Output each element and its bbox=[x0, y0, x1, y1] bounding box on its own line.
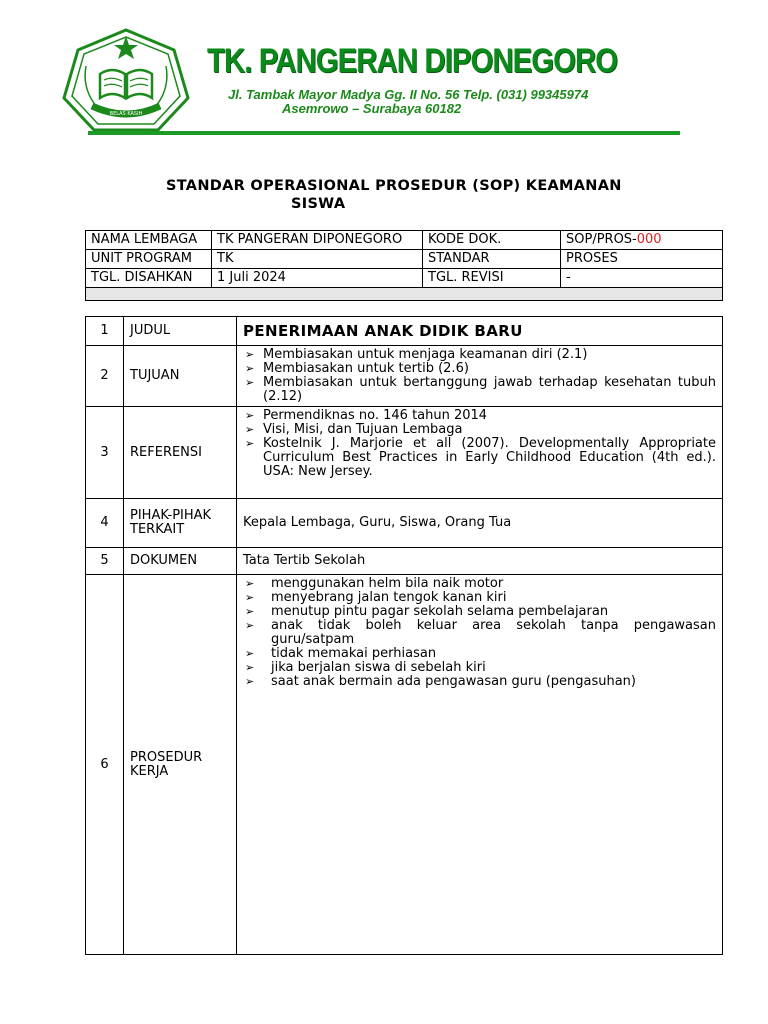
row-number: 4 bbox=[86, 499, 124, 548]
table-row bbox=[86, 499, 723, 548]
document-title-line-1: STANDAR OPERASIONAL PROSEDUR (SOP) KEAMANAN bbox=[166, 178, 622, 194]
tgl-disahkan-label: TGL. DISAHKAN bbox=[86, 269, 212, 288]
list-item: ➢ Membiasakan untuk menjaga keamanan diri (2.1) bbox=[243, 348, 716, 362]
row-number: 6 bbox=[86, 575, 124, 955]
table-row bbox=[86, 407, 723, 499]
judul-value: PENERIMAAN ANAK DIDIK BARU bbox=[237, 317, 723, 346]
tujuan-list-cell bbox=[237, 346, 723, 407]
kode-dok-prefix: SOP/PROS- bbox=[566, 232, 637, 247]
tgl-revisi-label: TGL. REVISI bbox=[423, 269, 561, 288]
address-line-2: Asemrowo – Surabaya 60182 bbox=[282, 101, 462, 116]
tujuan-list bbox=[243, 348, 716, 404]
list-item: ➢ Permendiknas no. 146 tahun 2014 bbox=[243, 409, 716, 423]
table-spacer-row bbox=[86, 288, 723, 301]
school-name: TK. PANGERAN DIPONEGORO bbox=[207, 42, 618, 80]
list-item: ➢ Visi, Misi, dan Tujuan Lembaga bbox=[243, 423, 716, 437]
list-item: ➢ menutup pintu pagar sekolah selama pembelajaran bbox=[243, 605, 716, 619]
header-divider bbox=[88, 131, 680, 135]
prosedur-list bbox=[243, 577, 716, 689]
pihak-label: PIHAK-PIHAK TERKAIT bbox=[124, 499, 237, 548]
row-number: 1 bbox=[86, 317, 124, 346]
table-row bbox=[86, 250, 723, 269]
table-row bbox=[86, 231, 723, 250]
kode-dok-value bbox=[561, 231, 723, 250]
table-row bbox=[86, 269, 723, 288]
pihak-value: Kepala Lembaga, Guru, Siswa, Orang Tua bbox=[237, 499, 723, 548]
kode-dok-number: 000 bbox=[636, 232, 662, 247]
tgl-disahkan-value: 1 Juli 2024 bbox=[212, 269, 423, 288]
row-number: 5 bbox=[86, 548, 124, 575]
list-item: ➢ anak tidak boleh keluar area sekolah tanpa pengawasan guru/satpam bbox=[243, 619, 716, 647]
unit-program-value: TK bbox=[212, 250, 423, 269]
tujuan-label: TUJUAN bbox=[124, 346, 237, 407]
standar-label: STANDAR bbox=[423, 250, 561, 269]
kode-dok-label: KODE DOK. bbox=[423, 231, 561, 250]
list-item: ➢ menyebrang jalan tengok kanan kiri bbox=[243, 591, 716, 605]
table-row bbox=[86, 317, 723, 346]
tgl-revisi-value: - bbox=[561, 269, 723, 288]
star-icon bbox=[114, 36, 138, 59]
row-number: 3 bbox=[86, 407, 124, 499]
prosedur-label: PROSEDUR KERJA bbox=[124, 575, 237, 955]
document-info-table bbox=[85, 230, 723, 301]
referensi-label: REFERENSI bbox=[124, 407, 237, 499]
list-item: ➢ Kostelnik J. Marjorie et all (2007). Developmentally Appropriate Curriculum Best Practices in Early Childhood Education (4th ed.). USA: New Jersey. bbox=[243, 437, 716, 479]
table-row bbox=[86, 575, 723, 955]
nama-lembaga-value: TK PANGERAN DIPONEGORO bbox=[212, 231, 423, 250]
list-item: ➢ tidak memakai perhiasan bbox=[243, 647, 716, 661]
spacer-cell bbox=[86, 288, 723, 301]
dokumen-label: DOKUMEN bbox=[124, 548, 237, 575]
sop-content-table bbox=[85, 316, 723, 955]
prosedur-list-cell bbox=[237, 575, 723, 955]
row-number: 2 bbox=[86, 346, 124, 407]
address-line-1: Jl. Tambak Mayor Madya Gg. II No. 56 Telp. (031) 99345974 bbox=[228, 87, 589, 102]
table-row bbox=[86, 548, 723, 575]
logo-ribbon-text: BELAS KASIH bbox=[109, 111, 143, 117]
nama-lembaga-label: NAMA LEMBAGA bbox=[86, 231, 212, 250]
dokumen-value: Tata Tertib Sekolah bbox=[237, 548, 723, 575]
list-item: ➢ jika berjalan siswa di sebelah kiri bbox=[243, 661, 716, 675]
list-item: ➢ Membiasakan untuk bertanggung jawab terhadap kesehatan tubuh (2.12) bbox=[243, 376, 716, 404]
list-item: ➢ Membiasakan untuk tertib (2.6) bbox=[243, 362, 716, 376]
school-logo bbox=[62, 26, 190, 134]
table-row bbox=[86, 346, 723, 407]
unit-program-label: UNIT PROGRAM bbox=[86, 250, 212, 269]
document-title-line-2: SISWA bbox=[291, 196, 346, 212]
standar-value: PROSES bbox=[561, 250, 723, 269]
judul-label: JUDUL bbox=[124, 317, 237, 346]
referensi-list bbox=[243, 409, 716, 479]
referensi-list-cell bbox=[237, 407, 723, 499]
list-item: ➢ menggunakan helm bila naik motor bbox=[243, 577, 716, 591]
list-item: ➢ saat anak bermain ada pengawasan guru (pengasuhan) bbox=[243, 675, 716, 689]
